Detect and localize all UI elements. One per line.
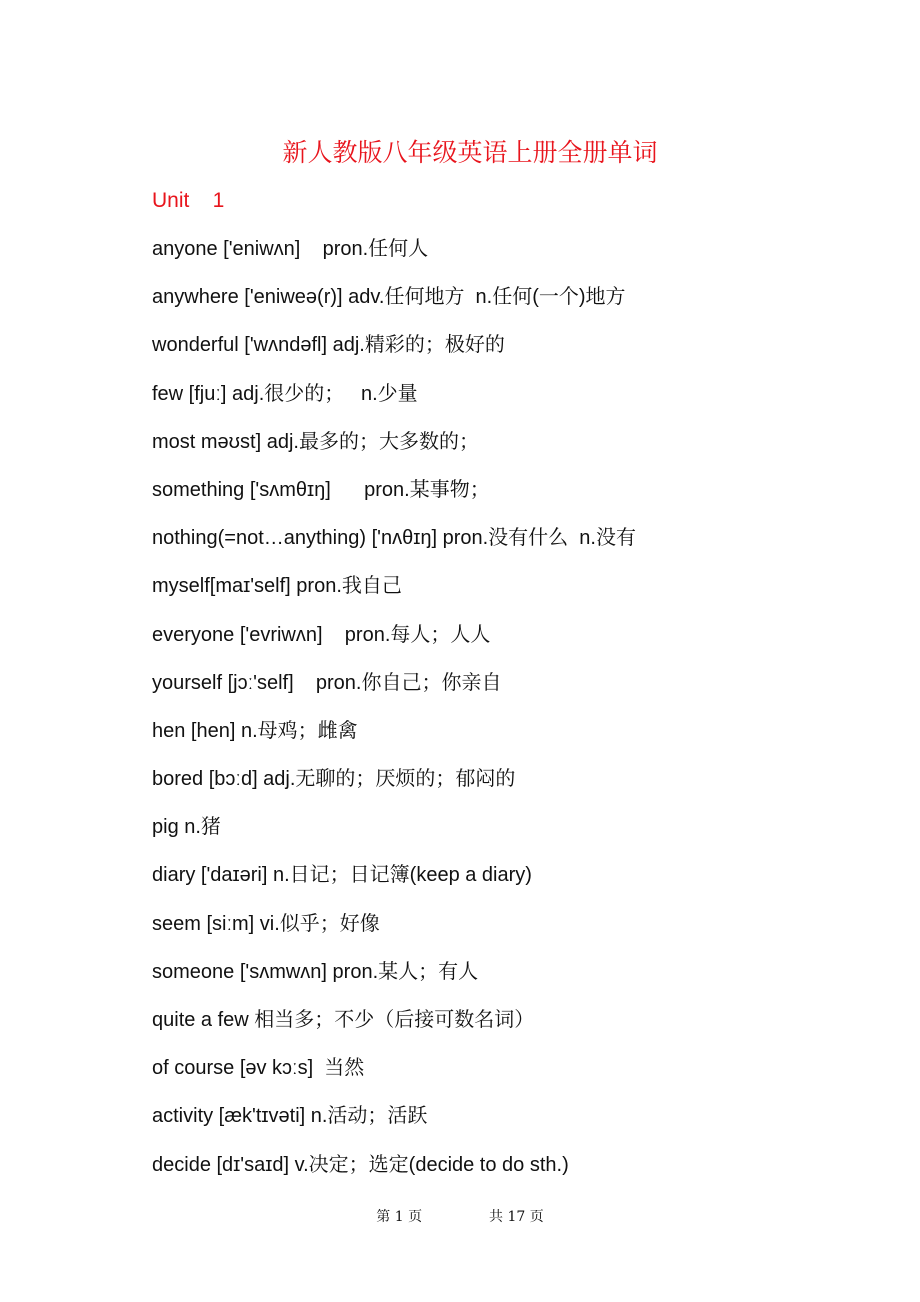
page-title: 新人教版八年级英语上册全册单词: [282, 138, 658, 167]
vocabulary-entry: seem [siːm] vi.似乎；好像: [152, 912, 380, 935]
vocabulary-entry: yourself [jɔː'self] pron.你自己；你亲自: [152, 671, 502, 694]
vocabulary-entry: myself[maɪ'self] pron.我自己: [152, 575, 402, 598]
vocabulary-entry: quite a few 相当多；不少（后接可数名词）: [152, 1009, 535, 1031]
vocabulary-entry: decide [dɪ'saɪd] v.决定；选定(decide to do sth.): [152, 1153, 569, 1176]
page-number-label: 第 1 页: [376, 1209, 423, 1225]
vocabulary-entry: of course [əv kɔːs] 当然: [152, 1057, 365, 1080]
vocabulary-entry: diary ['daɪəri] n.日记；日记簿(keep a diary): [152, 864, 532, 887]
vocabulary-entry: pig n.猪: [152, 816, 221, 839]
vocabulary-entry: something ['sʌmθɪŋ] pron.某事物；: [152, 478, 490, 501]
vocabulary-entry: anyone ['eniwʌn] pron.任何人: [152, 238, 429, 260]
vocabulary-entry: wonderful ['wʌndəfl] adj.精彩的；极好的: [152, 334, 505, 357]
vocabulary-entry: activity [æk'tɪvəti] n.活动；活跃: [152, 1105, 428, 1128]
vocabulary-list: [152, 235, 892, 1199]
vocabulary-entry: few [fjuː] adj.很少的； n.少量: [152, 382, 418, 405]
vocabulary-entry: someone ['sʌmwʌn] pron.某人；有人: [152, 960, 479, 983]
vocabulary-entry: most məʊst] adj.最多的；大多数的；: [152, 430, 479, 453]
vocabulary-entry: bored [bɔːd] adj.无聊的；厌烦的；郁闷的: [152, 768, 516, 791]
vocabulary-entry: everyone ['evriwʌn] pron.每人；人人: [152, 623, 491, 646]
total-pages-label: 共 17 页: [489, 1209, 544, 1225]
unit-heading: Unit 1: [152, 189, 225, 212]
page-footer: [0, 1207, 920, 1227]
vocabulary-entry: hen [hen] n.母鸡；雌禽: [152, 719, 358, 742]
vocabulary-entry: anywhere ['eniweə(r)] adv.任何地方 n.任何(一个)地方: [152, 286, 626, 309]
vocabulary-entry: nothing(=not…anything) ['nʌθɪŋ] pron.没有什么 n.没有: [152, 527, 636, 550]
